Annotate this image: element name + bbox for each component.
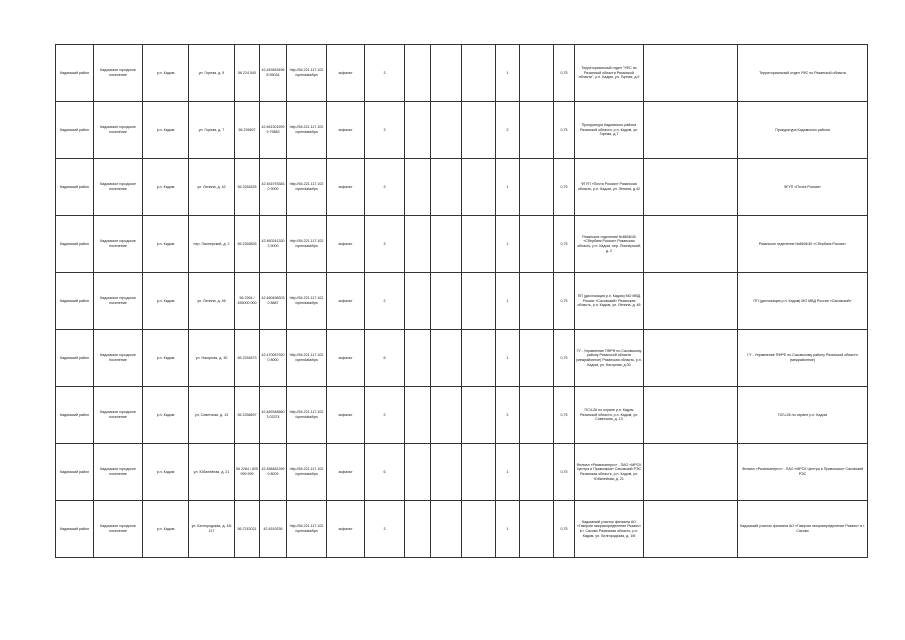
blank-cell bbox=[644, 216, 738, 273]
blank-cell bbox=[520, 102, 554, 159]
blank-cell bbox=[644, 102, 738, 159]
coords-cell: 42.4613015999 79883 bbox=[260, 102, 287, 159]
phone-cell: 56 226697 bbox=[235, 102, 260, 159]
blank-cell bbox=[405, 216, 431, 273]
blank-cell bbox=[644, 387, 738, 444]
ref-cell: http://54.221.117.102 /opendata/tips bbox=[287, 45, 327, 102]
blank-cell bbox=[405, 501, 431, 558]
data-table bbox=[55, 44, 868, 558]
volume-cell: 0,75 bbox=[554, 444, 575, 501]
blank-cell bbox=[431, 102, 462, 159]
blank-cell bbox=[405, 102, 431, 159]
blank-cell bbox=[520, 387, 554, 444]
blank-cell bbox=[431, 330, 462, 387]
blank-cell bbox=[462, 444, 496, 501]
table-row bbox=[56, 501, 868, 558]
blank-cell bbox=[405, 45, 431, 102]
blank-cell bbox=[644, 501, 738, 558]
table-body bbox=[56, 45, 868, 558]
surface-cell: асфальт bbox=[327, 159, 365, 216]
district-cell: Кадомский район bbox=[56, 102, 94, 159]
entity-cell: ПСЧ-26 по охране р.п. Кадом bbox=[738, 387, 868, 444]
settlement-type-cell: Кадомское городское поселение bbox=[94, 159, 143, 216]
blank-cell bbox=[520, 444, 554, 501]
phone-cell: 56 2264525 bbox=[235, 159, 260, 216]
street-cell: ул. Ленина, д. 46 bbox=[189, 273, 235, 330]
ref-cell: http://54.221.117.102 /opendata/tips bbox=[287, 501, 327, 558]
blank-cell bbox=[462, 159, 496, 216]
volume-cell: 0,75 bbox=[554, 273, 575, 330]
district-cell: Кадомский район bbox=[56, 216, 94, 273]
blank-cell bbox=[462, 387, 496, 444]
entity-cell: ФГУП «Почта России» bbox=[738, 159, 868, 216]
coords-cell: 42.4602413303 9000 bbox=[260, 216, 287, 273]
surface-cell: асфальт bbox=[327, 387, 365, 444]
blank-cell bbox=[520, 159, 554, 216]
street-cell: ул. Горная, д. 9 bbox=[189, 45, 235, 102]
volume-cell: 0,75 bbox=[554, 330, 575, 387]
district-cell: Кадомский район bbox=[56, 159, 94, 216]
district-cell: Кадомский район bbox=[56, 444, 94, 501]
district-cell: Кадомский район bbox=[56, 501, 94, 558]
settlement-type-cell: Кадомское городское поселение bbox=[94, 387, 143, 444]
surface-cell: асфальт bbox=[327, 273, 365, 330]
blank-cell bbox=[431, 216, 462, 273]
volume-cell: 0,75 bbox=[554, 387, 575, 444]
settlement-type-cell: Кадомское городское поселение bbox=[94, 330, 143, 387]
blank-cell bbox=[431, 45, 462, 102]
surface-cell: асфальт bbox=[327, 102, 365, 159]
volume-cell: 0,75 bbox=[554, 102, 575, 159]
entity-cell: Прокуратура Кадомского района bbox=[738, 102, 868, 159]
phone-cell: 56 2269825 bbox=[235, 216, 260, 273]
surface-cell: асфальт bbox=[327, 330, 365, 387]
containers-cell: 2 bbox=[496, 102, 520, 159]
blank-cell bbox=[462, 216, 496, 273]
table-row bbox=[56, 159, 868, 216]
coords-cell: 42.4494634968 55034 bbox=[260, 45, 287, 102]
street-cell: ул. Белгородская, д. 1/6 117 bbox=[189, 501, 235, 558]
district-cell: Кадомский район bbox=[56, 330, 94, 387]
coords-cell: 42.4700579200 8000 bbox=[260, 330, 287, 387]
ref-cell: http://54.221.117.102 /opendata/tips bbox=[287, 387, 327, 444]
blank-cell bbox=[520, 273, 554, 330]
settlement-type-cell: Кадомское городское поселение bbox=[94, 501, 143, 558]
coords-cell: 42.4519236 bbox=[260, 501, 287, 558]
blank-cell bbox=[644, 273, 738, 330]
count-cell: 6 bbox=[365, 444, 405, 501]
ref-cell: http://54.221.117.102 /opendata/tips bbox=[287, 159, 327, 216]
blank-cell bbox=[520, 501, 554, 558]
blank-cell bbox=[462, 501, 496, 558]
entity-cell: ГУ - Управление ПФРФ по Сасовскому району Рязанской области (межрайонное) bbox=[738, 330, 868, 387]
locality-cell: р.п. Кадом bbox=[143, 273, 189, 330]
phone-cell: 56 2254673 bbox=[235, 330, 260, 387]
blank-cell bbox=[431, 273, 462, 330]
surface-cell: асфальт bbox=[327, 501, 365, 558]
blank-cell bbox=[462, 330, 496, 387]
containers-cell: 1 bbox=[496, 330, 520, 387]
entity-cell: ПП (дислокация р.п. Кадом) МО МВД России «Сасовский» bbox=[738, 273, 868, 330]
entity-cell: Филиал «Рязаньэнерго» - ПАО «МРСК Центра и Приволжья» Сасовский РЭС bbox=[738, 444, 868, 501]
blank-cell bbox=[462, 273, 496, 330]
coords-cell: 42.4693486603 03374 bbox=[260, 387, 287, 444]
table-row bbox=[56, 216, 868, 273]
phone-cell: 56 224 540 bbox=[235, 45, 260, 102]
ref-cell: http://54.221.117.102 /opendata/tips bbox=[287, 273, 327, 330]
table-row bbox=[56, 102, 868, 159]
volume-cell: 0,75 bbox=[554, 45, 575, 102]
street-cell: ул. Советская, д. 13 bbox=[189, 387, 235, 444]
count-cell: 3 bbox=[365, 501, 405, 558]
table-row bbox=[56, 273, 868, 330]
phone-cell: 56 2743021 bbox=[235, 501, 260, 558]
owner-cell: ГУ - Управление ПФРФ по Сасовскому району Рязанской области (межрайонное) Рязанская область, р.п. Кадом, ул. Нагорная, д.30 bbox=[575, 330, 644, 387]
locality-cell: р.п. Кадом bbox=[143, 444, 189, 501]
blank-cell bbox=[431, 444, 462, 501]
owner-cell: ФГУП «Почта России» Рязанская область, р.п. Кадом, ул. Ленина, д.42 bbox=[575, 159, 644, 216]
district-cell: Кадомский район bbox=[56, 273, 94, 330]
settlement-type-cell: Кадомское городское поселение bbox=[94, 102, 143, 159]
blank-cell bbox=[405, 159, 431, 216]
blank-cell bbox=[644, 330, 738, 387]
locality-cell: р.п. Кадом bbox=[143, 501, 189, 558]
blank-cell bbox=[520, 45, 554, 102]
count-cell: 2 bbox=[365, 387, 405, 444]
table-row bbox=[56, 387, 868, 444]
locality-cell: р.п. Кадом bbox=[143, 159, 189, 216]
settlement-type-cell: Кадомское городское поселение bbox=[94, 273, 143, 330]
owner-cell: Кадомский участок филиала АО «Газпром газораспределение Рязань» в г. Сасово Рязанская область, р.п. Кадом, ул. Белгородская, д. 1/6 bbox=[575, 501, 644, 558]
blank-cell bbox=[520, 216, 554, 273]
ref-cell: http://54.221.117.102 /opendata/tips bbox=[287, 102, 327, 159]
street-cell: ул. Юбилейная, д. 21 bbox=[189, 444, 235, 501]
owner-cell: Филиал «Рязаньэнерго» - ПАО «МРСК Центра и Приволжья» Сасовский РЭС Рязанская область, р.п. Кадом, ул. Юбилейная, д. 21 bbox=[575, 444, 644, 501]
street-cell: пер. Пионерский, д. 2 bbox=[189, 216, 235, 273]
entity-cell: Рязанское отделение №8606/40 «Сбербанк России» bbox=[738, 216, 868, 273]
containers-cell: 1 bbox=[496, 273, 520, 330]
blank-cell bbox=[644, 45, 738, 102]
volume-cell: 0,75 bbox=[554, 216, 575, 273]
count-cell: 2 bbox=[365, 273, 405, 330]
locality-cell: р.п. Кадом bbox=[143, 45, 189, 102]
blank-cell bbox=[431, 159, 462, 216]
entity-cell: Территориальный отдел УФС по Рязанской области bbox=[738, 45, 868, 102]
coords-cell: 42.4604983030 8887 bbox=[260, 273, 287, 330]
phone-cell: 56 2258697 bbox=[235, 387, 260, 444]
blank-cell bbox=[462, 45, 496, 102]
ref-cell: http://54.221.117.102 /opendata/tips bbox=[287, 330, 327, 387]
containers-cell: 1 bbox=[496, 444, 520, 501]
blank-cell bbox=[644, 159, 738, 216]
count-cell: 3 bbox=[365, 102, 405, 159]
volume-cell: 0,75 bbox=[554, 501, 575, 558]
count-cell: 3 bbox=[365, 45, 405, 102]
street-cell: ул. Ленина, д. 42 bbox=[189, 159, 235, 216]
surface-cell: асфальт bbox=[327, 45, 365, 102]
settlement-type-cell: Кадомское городское поселение bbox=[94, 45, 143, 102]
owner-cell: Территориальный отдел "УФС по Рязанской области Рязанской области", р.п. Кадом, ул. Горная, д.9 bbox=[575, 45, 644, 102]
count-cell: 3 bbox=[365, 216, 405, 273]
containers-cell: 2 bbox=[496, 387, 520, 444]
phone-cell: 56 2264 / 825 999 999 bbox=[235, 444, 260, 501]
blank-cell bbox=[462, 102, 496, 159]
district-cell: Кадомский район bbox=[56, 387, 94, 444]
entity-cell: Кадомский участок филиала АО «Газпром газораспределение Рязань» в г. Сасово bbox=[738, 501, 868, 558]
settlement-type-cell: Кадомское городское поселение bbox=[94, 216, 143, 273]
settlement-type-cell: Кадомское городское поселение bbox=[94, 444, 143, 501]
coords-cell: 42.4519783830 9000 bbox=[260, 159, 287, 216]
volume-cell: 0,75 bbox=[554, 159, 575, 216]
ref-cell: http://54.221.117.102 /opendata/tips bbox=[287, 216, 327, 273]
district-cell: Кадомский район bbox=[56, 45, 94, 102]
owner-cell: ПП (дислокация р.п. Кадом) МО МВД России «Сасовский» Рязанская область, р.п. Кадом, ул. Ленина, д. 46 bbox=[575, 273, 644, 330]
owner-cell: Рязанское отделение №8606/40 «Сбербанк России» Рязанская область, р.п. Кадом, пер. Пионерский, д. 2 bbox=[575, 216, 644, 273]
locality-cell: р.п. Кадом bbox=[143, 387, 189, 444]
blank-cell bbox=[405, 330, 431, 387]
street-cell: ул. Горная, д. 7 bbox=[189, 102, 235, 159]
surface-cell: асфальт bbox=[327, 216, 365, 273]
locality-cell: р.п. Кадом bbox=[143, 102, 189, 159]
containers-cell: 1 bbox=[496, 45, 520, 102]
owner-cell: ПСЧ-26 по охране р.п. Кадом Рязанской области, р.п. Кадом, ул. Советская, д. 13 bbox=[575, 387, 644, 444]
street-cell: ул. Нагорная, д. 30 bbox=[189, 330, 235, 387]
locality-cell: р.п. Кадом bbox=[143, 330, 189, 387]
blank-cell bbox=[405, 444, 431, 501]
blank-cell bbox=[520, 330, 554, 387]
containers-cell: 1 bbox=[496, 159, 520, 216]
locality-cell: р.п. Кадом bbox=[143, 216, 189, 273]
blank-cell bbox=[644, 444, 738, 501]
blank-cell bbox=[431, 387, 462, 444]
table-row bbox=[56, 444, 868, 501]
containers-cell: 1 bbox=[496, 216, 520, 273]
owner-cell: Прокуратура Кадомского района Рязанской области, р.п. Кадом, ул. Горная, д.7 bbox=[575, 102, 644, 159]
containers-cell: 1 bbox=[496, 501, 520, 558]
count-cell: 3 bbox=[365, 159, 405, 216]
surface-cell: асфальт bbox=[327, 444, 365, 501]
table-row bbox=[56, 45, 868, 102]
count-cell: 6 bbox=[365, 330, 405, 387]
phone-cell: 56 2264 / 455000 000 bbox=[235, 273, 260, 330]
blank-cell bbox=[405, 387, 431, 444]
blank-cell bbox=[405, 273, 431, 330]
table-row bbox=[56, 330, 868, 387]
coords-cell: 42.4584813990 8009 bbox=[260, 444, 287, 501]
blank-cell bbox=[431, 501, 462, 558]
ref-cell: http://54.221.117.102 /opendata/tips bbox=[287, 444, 327, 501]
